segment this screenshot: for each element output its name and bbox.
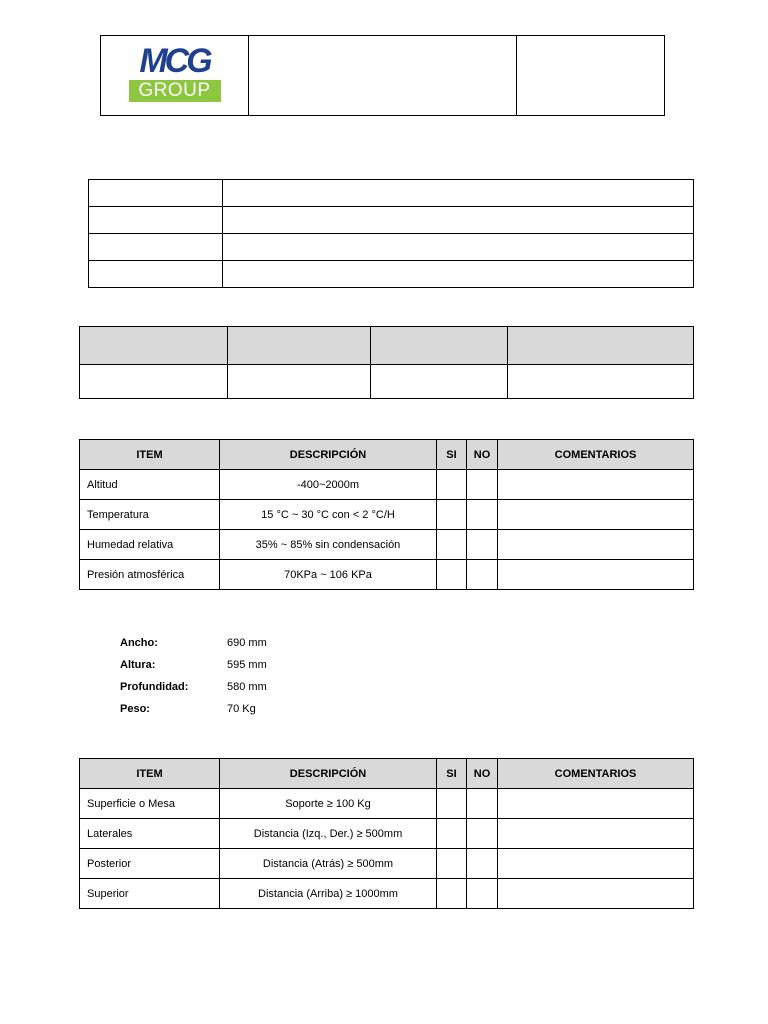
description-cell: 15 °C ~ 30 °C con < 2 °C/H (220, 500, 437, 530)
header-title-cell (249, 36, 517, 116)
description-cell: Distancia (Arriba) ≥ 1000mm (220, 879, 437, 909)
spec-label: Ancho: (120, 637, 158, 649)
col-header-item: ITEM (80, 759, 220, 789)
no-checkbox-cell[interactable] (467, 530, 498, 560)
comments-cell[interactable] (498, 789, 694, 819)
spec-row-height (120, 654, 267, 676)
table-row (80, 789, 694, 819)
col-header-description: DESCRIPCIÓN (220, 440, 437, 470)
table-row (80, 849, 694, 879)
col-header-no: NO (467, 440, 498, 470)
si-checkbox-cell[interactable] (437, 879, 467, 909)
item-cell: Humedad relativa (80, 530, 220, 560)
description-cell: 70KPa ~ 106 KPa (220, 560, 437, 590)
spec-value: 690 mm (227, 637, 267, 649)
document-header (100, 35, 665, 116)
comments-cell[interactable] (498, 560, 694, 590)
col-header-comments: COMENTARIOS (498, 440, 694, 470)
table-row (80, 470, 694, 500)
col-header-item: ITEM (80, 440, 220, 470)
table-row (80, 560, 694, 590)
meta-table (79, 326, 694, 399)
si-checkbox-cell[interactable] (437, 560, 467, 590)
si-checkbox-cell[interactable] (437, 849, 467, 879)
info-row (89, 180, 694, 207)
meta-header-row (80, 327, 694, 365)
description-cell: 35% ~ 85% sin condensación (220, 530, 437, 560)
info-row (89, 261, 694, 288)
equipment-specs (120, 632, 267, 720)
comments-cell[interactable] (498, 530, 694, 560)
comments-cell[interactable] (498, 500, 694, 530)
col-header-description: DESCRIPCIÓN (220, 759, 437, 789)
item-cell: Superior (80, 879, 220, 909)
item-cell: Presión atmosférica (80, 560, 220, 590)
spec-row-weight (120, 698, 267, 720)
comments-cell[interactable] (498, 470, 694, 500)
spec-label: Peso: (120, 703, 150, 715)
spec-label: Altura: (120, 659, 156, 671)
col-header-no: NO (467, 759, 498, 789)
table-row (80, 530, 694, 560)
environment-checklist-table (79, 439, 694, 590)
table-row (80, 500, 694, 530)
logo-cell (101, 36, 249, 116)
spec-value: 595 mm (227, 659, 267, 671)
si-checkbox-cell[interactable] (437, 470, 467, 500)
si-checkbox-cell[interactable] (437, 789, 467, 819)
col-header-si: SI (437, 759, 467, 789)
info-row (89, 234, 694, 261)
item-cell: Superficie o Mesa (80, 789, 220, 819)
meta-value-row (80, 365, 694, 399)
spec-row-width (120, 632, 267, 654)
logo-wordmark: GROUP (129, 80, 221, 102)
spec-label: Profundidad: (120, 681, 189, 693)
description-cell: Distancia (Atrás) ≥ 500mm (220, 849, 437, 879)
si-checkbox-cell[interactable] (437, 819, 467, 849)
description-cell: -400~2000m (220, 470, 437, 500)
table-header-row (80, 440, 694, 470)
no-checkbox-cell[interactable] (467, 500, 498, 530)
info-table (88, 179, 694, 288)
no-checkbox-cell[interactable] (467, 879, 498, 909)
col-header-comments: COMENTARIOS (498, 759, 694, 789)
info-row (89, 207, 694, 234)
no-checkbox-cell[interactable] (467, 560, 498, 590)
description-cell: Soporte ≥ 100 Kg (220, 789, 437, 819)
logo-mark: MCG (139, 41, 210, 80)
item-cell: Laterales (80, 819, 220, 849)
comments-cell[interactable] (498, 879, 694, 909)
description-cell: Distancia (Izq., Der.) ≥ 500mm (220, 819, 437, 849)
table-header-row (80, 759, 694, 789)
header-code-cell (517, 36, 665, 116)
table-row (80, 879, 694, 909)
si-checkbox-cell[interactable] (437, 500, 467, 530)
si-checkbox-cell[interactable] (437, 530, 467, 560)
comments-cell[interactable] (498, 849, 694, 879)
item-cell: Altitud (80, 470, 220, 500)
table-row (80, 819, 694, 849)
space-checklist-table (79, 758, 694, 909)
item-cell: Posterior (80, 849, 220, 879)
spec-value: 70 Kg (227, 703, 256, 715)
no-checkbox-cell[interactable] (467, 849, 498, 879)
no-checkbox-cell[interactable] (467, 789, 498, 819)
mcg-group-logo (129, 41, 221, 106)
no-checkbox-cell[interactable] (467, 819, 498, 849)
spec-value: 580 mm (227, 681, 267, 693)
item-cell: Temperatura (80, 500, 220, 530)
comments-cell[interactable] (498, 819, 694, 849)
no-checkbox-cell[interactable] (467, 470, 498, 500)
spec-row-depth (120, 676, 267, 698)
col-header-si: SI (437, 440, 467, 470)
